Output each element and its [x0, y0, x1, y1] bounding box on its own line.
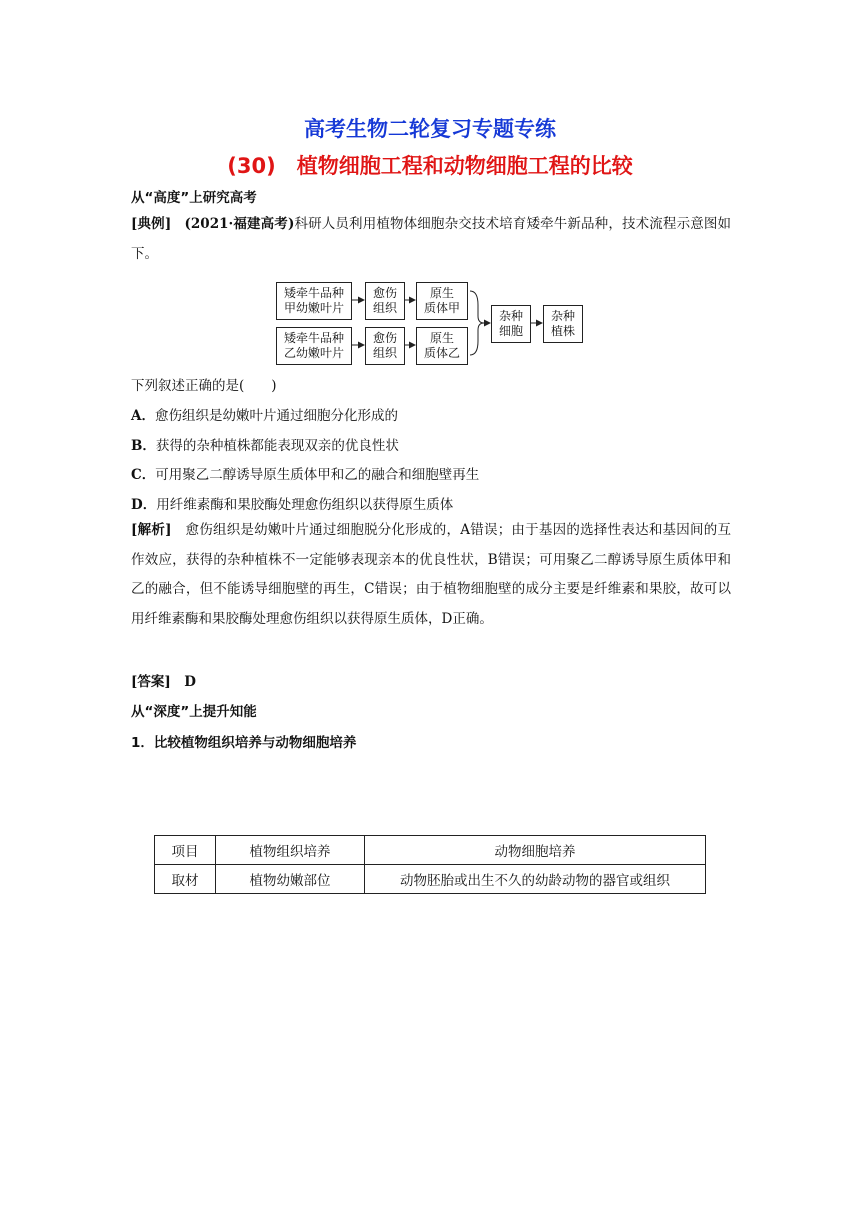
table-cell: 取材 [155, 865, 216, 894]
example-paragraph [131, 210, 731, 269]
table-header-cell: 植物组织培养 [216, 836, 365, 865]
flow-input-b: 矮牵牛品种 乙幼嫩叶片 [276, 327, 352, 365]
flow-protoplast-b: 原生 质体乙 [416, 327, 468, 365]
analysis-paragraph [131, 516, 731, 634]
example-source-prefix: (2021· [184, 216, 234, 232]
flow-hybrid-plant: 杂种 植株 [543, 305, 583, 343]
question: 下列叙述正确的是( ) [131, 378, 277, 394]
option-c [131, 463, 479, 483]
comparison-table [154, 835, 706, 894]
answer-line [131, 670, 196, 690]
answer-tag: [答案] [131, 674, 171, 690]
analysis-text: 愈伤组织是幼嫩叶片通过细胞脱分化形成的，A错误；由于基因的选择性表达和基因间的互作效应，获得的杂种植株不一定能够表现亲本的优良性状，B错误；可用聚乙二醇诱导原生质体甲和乙的融合，但不能诱导细胞壁的再生，C错误；由于植物细胞壁的成分主要是纤维素和果胶，故可以用纤维素酶和果胶酶处理愈伤组织以获得原生质体，D正确。 [131, 522, 732, 627]
brace [470, 291, 484, 355]
table-header-cell: 项目 [155, 836, 216, 865]
option-c-text: 可用聚乙二醇诱导原生质体甲和乙的融合和细胞壁再生 [155, 467, 480, 483]
option-a-text: 愈伤组织是幼嫩叶片通过细胞分化形成的 [154, 408, 398, 424]
example-tag: [典例] [131, 216, 172, 232]
table-cell: 动物胚胎或出生不久的幼龄动物的器官或组织 [365, 865, 706, 894]
answer-value: D [170, 674, 196, 690]
section-heading-height: 从“高度”上研究高考 [131, 190, 257, 206]
option-c-letter: C． [131, 467, 156, 483]
flow-input-a: 矮牵牛品种 甲幼嫩叶片 [276, 282, 352, 320]
example-source: 福建高考 [233, 216, 288, 232]
option-a [131, 404, 398, 424]
table-header-cell: 动物细胞培养 [365, 836, 706, 865]
flow-protoplast-a: 原生 质体甲 [416, 282, 468, 320]
table-header-row [155, 836, 706, 865]
table-cell: 植物幼嫩部位 [216, 865, 365, 894]
section-heading-depth: 从“深度”上提升知能 [131, 704, 257, 720]
option-b-text: 获得的杂种植株都能表现双亲的优良性状 [155, 438, 399, 454]
flow-callus-b: 愈伤 组织 [365, 327, 405, 365]
flow-hybrid-cell: 杂种 细胞 [491, 305, 531, 343]
option-d [131, 493, 453, 513]
item-heading: 1．比较植物组织培养与动物细胞培养 [131, 735, 357, 751]
analysis-tag: [解析] [131, 522, 172, 538]
option-d-letter: D． [131, 497, 157, 513]
example-source-suffix: ) [287, 216, 295, 232]
flow-callus-a: 愈伤 组织 [365, 282, 405, 320]
option-d-text: 用纤维素酶和果胶酶处理愈伤组织以获得原生质体 [156, 497, 454, 513]
document-subtitle: (30) 植物细胞工程和动物细胞工程的比较 [227, 154, 633, 178]
table-row [155, 865, 706, 894]
option-b-letter: B． [131, 438, 156, 454]
document-title: 高考生物二轮复习专题专练 [304, 117, 556, 141]
example-text: 科研人员利用植物体细胞杂交技术培育矮牵牛新品种，技术流程示意图如下。 [131, 216, 732, 262]
option-b [131, 434, 399, 454]
option-a-letter: A． [131, 408, 155, 424]
